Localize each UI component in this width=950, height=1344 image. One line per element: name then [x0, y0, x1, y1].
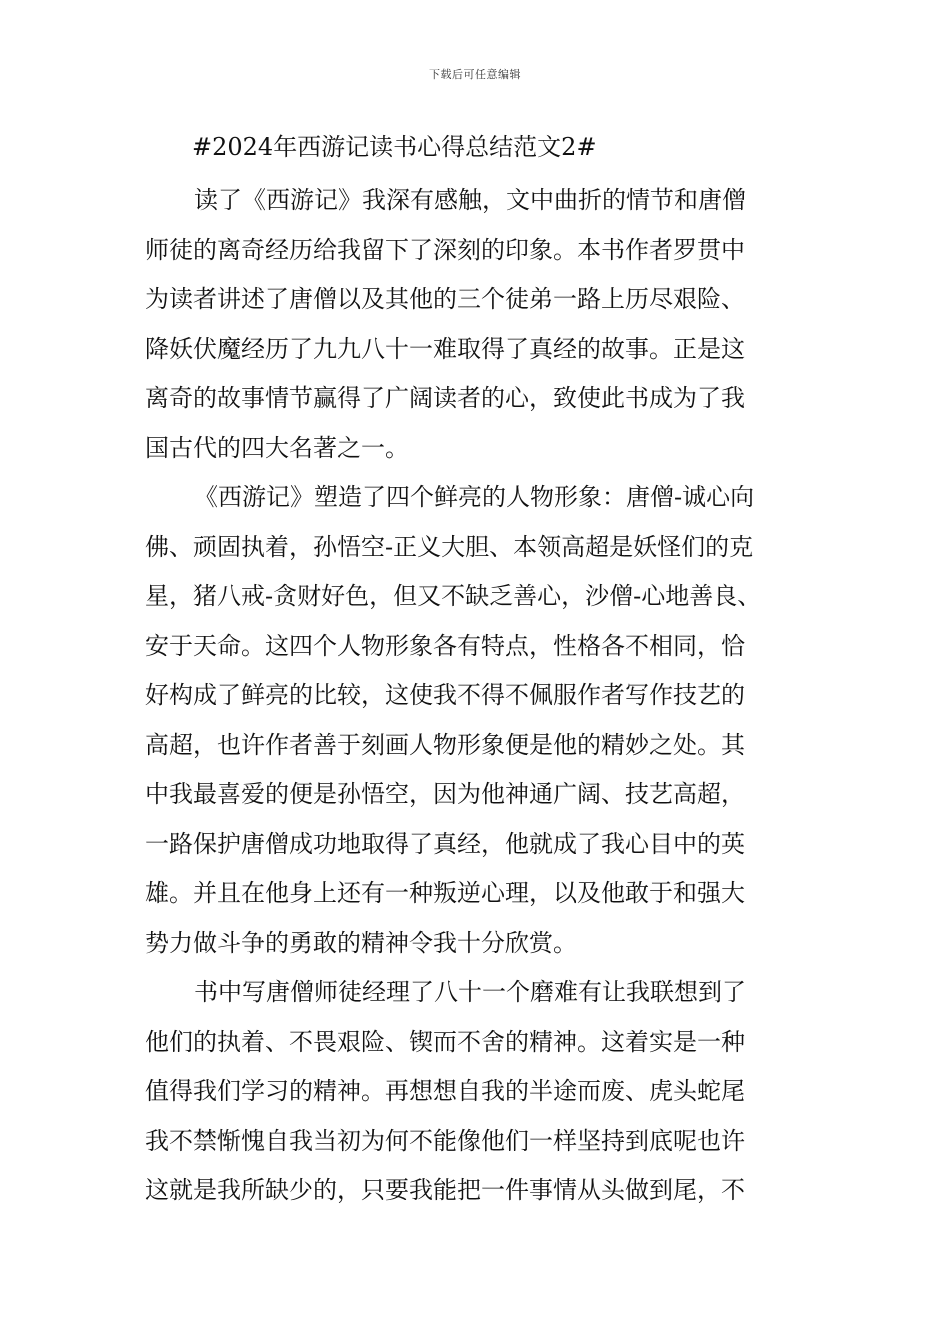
paragraph-line: 安于天命。这四个人物形象各有特点，性格各不相同，恰: [145, 631, 745, 660]
paragraph-1: [145, 176, 810, 473]
paragraph-line: 佛、顽固执着，孙悟空-正义大胆、本领高超是妖怪们的克: [145, 532, 754, 561]
document-title: #2024年西游记读书心得总结范文2#: [192, 133, 597, 161]
paragraph-line: 这就是我所缺少的，只要我能把一件事情从头做到尾，不: [145, 1176, 745, 1204]
paragraph-line: 国古代的四大名著之一。: [145, 433, 409, 462]
paragraph-line: 中我最喜爱的便是孙悟空，因为他神通广阔、技艺高超，: [145, 780, 745, 808]
paragraph-line: 值得我们学习的精神。再想想自我的半途而废、虎头蛇尾: [145, 1077, 745, 1105]
paragraph-2: [145, 473, 810, 968]
paragraph-line: 降妖伏魔经历了九九八十一难取得了真经的故事。正是这: [145, 334, 745, 363]
paragraph-line: 他们的执着、不畏艰险、锲而不舍的精神。这着实是一种: [145, 1027, 745, 1056]
paragraph-line: 雄。并且在他身上还有一种叛逆心理，以及他敢于和强大: [145, 879, 745, 907]
paragraph-line: 星，猪八戒-贪财好色，但又不缺乏善心，沙僧-心地善良、: [145, 582, 762, 610]
paragraph-line: 书中写唐僧师徒经理了八十一个磨难有让我联想到了: [194, 978, 746, 1006]
paragraph-line: 《西游记》塑造了四个鲜亮的人物形象：唐僧-诚心向: [194, 483, 755, 511]
paragraph-3: [145, 968, 810, 1216]
paragraph-line: 好构成了鲜亮的比较，这使我不得不佩服作者写作技艺的: [145, 681, 745, 709]
paragraph-line: 一路保护唐僧成功地取得了真经，他就成了我心目中的英: [145, 829, 745, 858]
paragraph-line: 为读者讲述了唐僧以及其他的三个徒弟一路上历尽艰险、: [145, 285, 745, 313]
paragraph-line: 高超，也许作者善于刻画人物形象便是他的精妙之处。其: [145, 730, 745, 759]
document-body: [145, 176, 810, 1216]
paragraph-line: 离奇的故事情节赢得了广阔读者的心，致使此书成为了我: [145, 384, 745, 412]
header-note: 下载后可任意编辑: [429, 68, 521, 81]
paragraph-line: 势力做斗争的勇敢的精神令我十分欣赏。: [145, 928, 577, 957]
paragraph-line: 我不禁惭愧自我当初为何不能像他们一样坚持到底呢也许: [145, 1126, 745, 1155]
paragraph-line: 读了《西游记》我深有感触，文中曲折的情节和唐僧: [194, 186, 746, 214]
paragraph-line: 师徒的离奇经历给我留下了深刻的印象。本书作者罗贯中: [145, 235, 745, 264]
